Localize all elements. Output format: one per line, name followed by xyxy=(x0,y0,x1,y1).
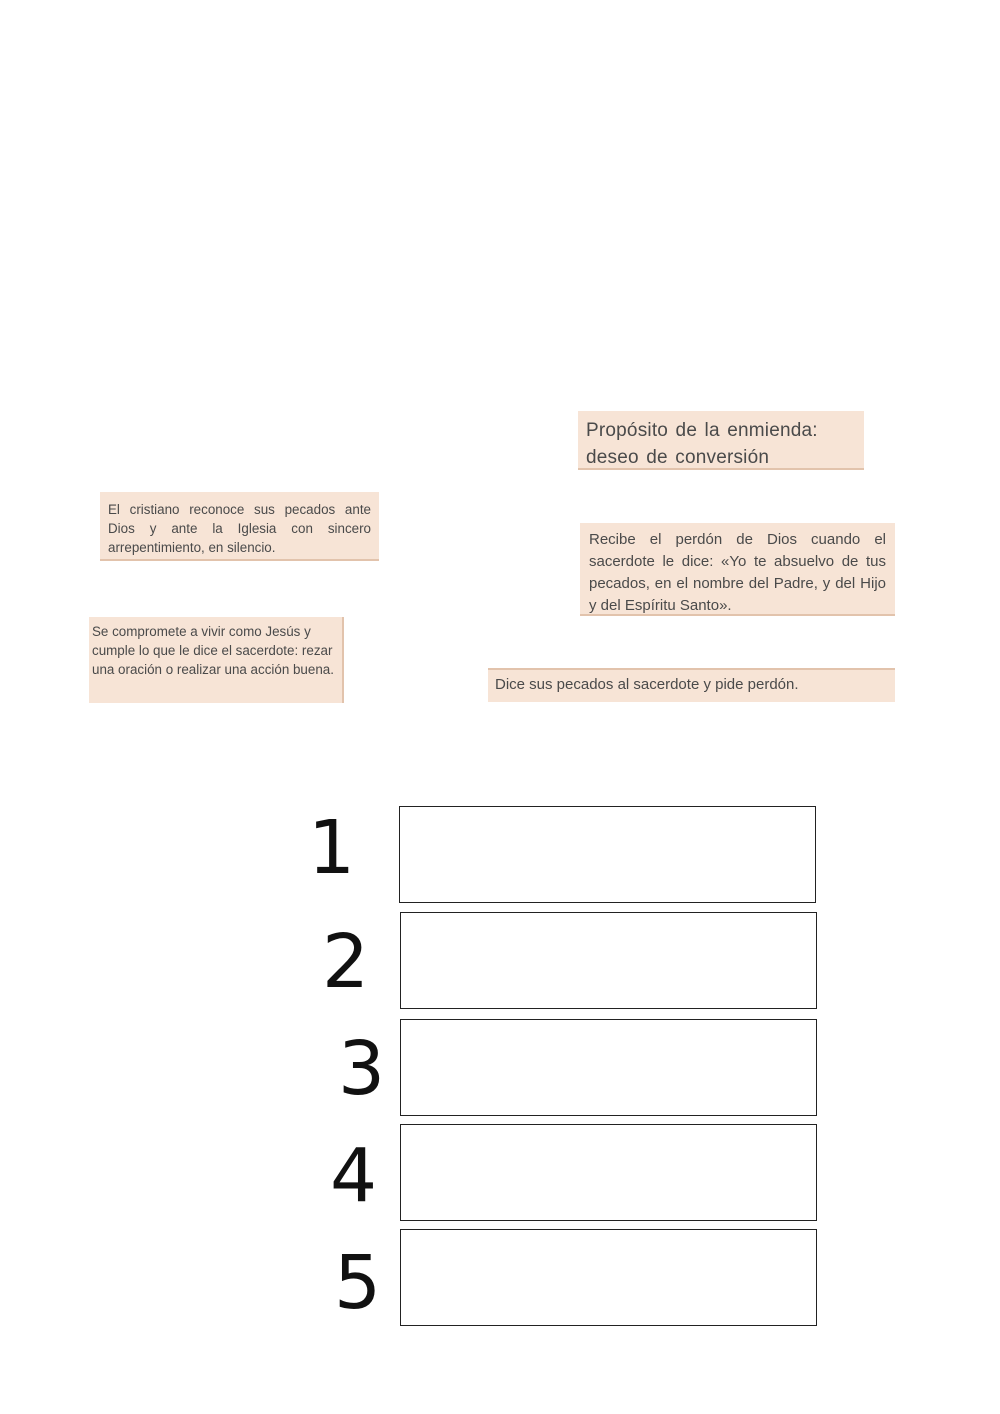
slot-number-2: 2 xyxy=(322,919,370,1005)
answer-card-compromete[interactable]: Se compromete a vivir como Jesús y cumple lo que le dice el sacerdote: rezar una oración o realizar una acción buena. xyxy=(89,617,344,703)
answer-card-perdon[interactable]: Recibe el perdón de Dios cuando el sacerdote le dice: «Yo te absuelvo de tus pecados, en el nombre del Padre, y del Hijo y del Espíritu Santo». xyxy=(580,523,895,616)
slot-number-5: 5 xyxy=(334,1240,382,1326)
slot-number-1: 1 xyxy=(308,805,356,891)
slot-number-4: 4 xyxy=(330,1133,378,1219)
drop-slot-2[interactable] xyxy=(400,912,817,1009)
drop-slot-5[interactable] xyxy=(400,1229,817,1326)
drop-slot-4[interactable] xyxy=(400,1124,817,1221)
answer-card-dice[interactable]: Dice sus pecados al sacerdote y pide perdón. xyxy=(488,668,895,702)
answer-card-proposito[interactable]: Propósito de la enmienda: deseo de conversión xyxy=(578,411,864,470)
drop-slot-1[interactable] xyxy=(399,806,816,903)
answer-card-reconoce[interactable]: El cristiano reconoce sus pecados ante Dios y ante la Iglesia con sincero arrepentimiento, en silencio. xyxy=(100,492,379,561)
drop-slot-3[interactable] xyxy=(400,1019,817,1116)
slot-number-3: 3 xyxy=(338,1026,386,1112)
